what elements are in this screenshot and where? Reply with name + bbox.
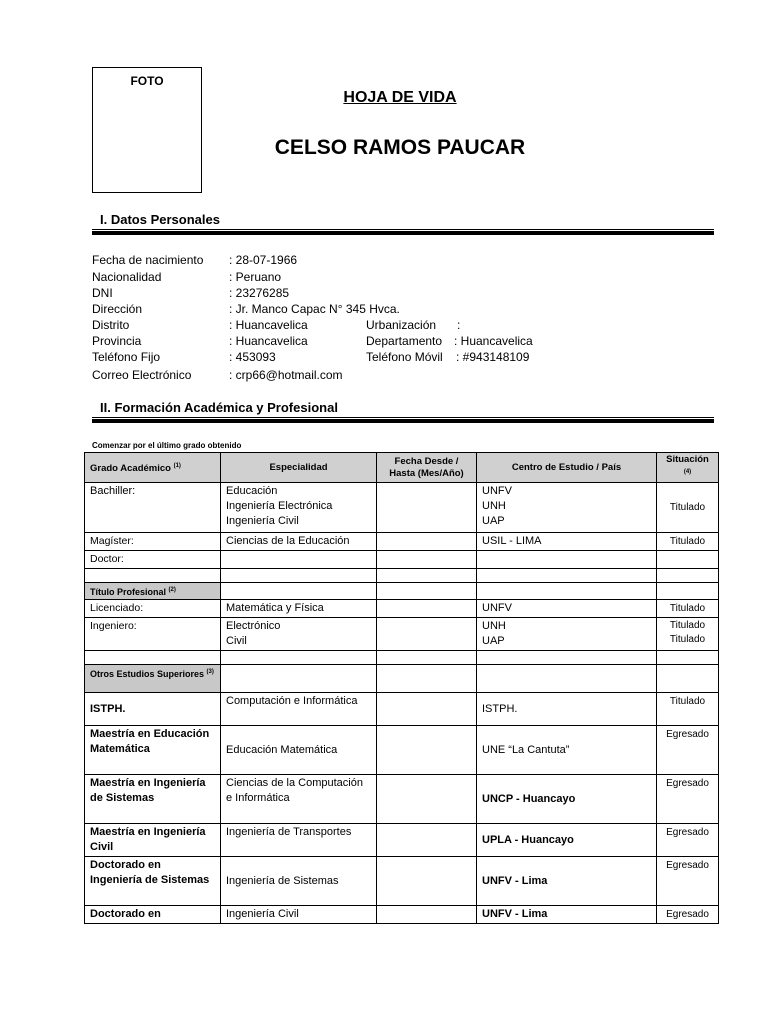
address-row	[0, 302, 768, 318]
value2: :	[457, 318, 461, 332]
table-header-row	[85, 453, 719, 483]
grade-cell: Licenciado:	[85, 600, 221, 618]
value: : Huancavelica	[229, 334, 308, 348]
section-divider	[92, 229, 714, 235]
table-row	[85, 857, 719, 906]
section-divider	[92, 417, 714, 423]
header-status: Situación $^{(4)}$	[657, 453, 719, 483]
status-cell: Egresado	[657, 857, 719, 906]
center-cell: UNCP - Huancayo	[477, 775, 657, 824]
header-grade: Grado Académico $^{(1)}$	[85, 453, 221, 483]
status-cell: Titulado	[657, 600, 719, 618]
specialty-cell: Ciencias de la Educación	[221, 533, 377, 551]
table-row	[85, 583, 719, 600]
other-studies-section-cell: Otros Estudios Superiores $^{(3)}$	[85, 665, 221, 693]
table-row	[85, 693, 719, 726]
label: Teléfono Fijo	[92, 350, 161, 364]
table-note: Comenzar por el último grado obtenido	[92, 441, 242, 450]
dates-cell	[377, 600, 477, 618]
dates-cell	[377, 906, 477, 924]
value: : 453093	[229, 350, 276, 364]
table-row	[85, 726, 719, 775]
table-row	[85, 618, 719, 651]
header-dates: Fecha Desde / Hasta (Mes/Año)	[377, 453, 477, 483]
province-row	[0, 334, 768, 350]
status-cell: Egresado	[657, 824, 719, 857]
label: Distrito	[92, 318, 130, 332]
grade-cell: Maestría en Ingeniería Civil	[85, 824, 221, 857]
document-heading: HOJA DE VIDA	[343, 89, 457, 106]
center-cell: UNFV	[477, 600, 657, 618]
grade-cell: Magíster:	[85, 533, 221, 551]
dates-cell	[377, 693, 477, 726]
value: : 28-07-1966	[229, 253, 298, 267]
center-cell: USIL - LIMA	[477, 533, 657, 551]
dates-cell	[377, 618, 477, 651]
label: Correo Electrónico	[92, 368, 192, 382]
grade-cell: Bachiller:	[85, 483, 221, 533]
dates-cell	[377, 551, 477, 569]
table-row	[85, 775, 719, 824]
photo-label: FOTO	[130, 74, 164, 88]
dates-cell	[377, 483, 477, 533]
birth-row	[0, 253, 768, 269]
dates-cell	[377, 533, 477, 551]
value: : Peruano	[229, 270, 282, 284]
table-row	[85, 665, 719, 693]
value: : 23276285	[229, 286, 290, 300]
dni-row	[0, 286, 768, 302]
table-row	[85, 483, 719, 533]
table-row	[85, 533, 719, 551]
specialty-cell: Ingeniería de Sistemas	[221, 857, 377, 906]
dates-cell	[377, 824, 477, 857]
specialty-cell: Computación e Informática	[221, 693, 377, 726]
specialty-cell: Electrónico Civil	[221, 618, 377, 651]
specialty-cell	[221, 551, 377, 569]
specialty-cell: Ingeniería Civil	[221, 906, 377, 924]
phone-row	[0, 350, 768, 366]
grade-cell: Maestría en Ingeniería de Sistemas	[85, 775, 221, 824]
grade-cell: Ingeniero:	[85, 618, 221, 651]
center-cell: ISTPH.	[477, 693, 657, 726]
label: DNI	[92, 286, 113, 300]
value2: : Huancavelica	[454, 334, 533, 348]
status-cell: Egresado	[657, 726, 719, 775]
center-cell: UNE “La Cantuta”	[477, 726, 657, 775]
center-cell	[477, 551, 657, 569]
grade-cell: Doctorado en Ingeniería de Sistemas	[85, 857, 221, 906]
label2: Departamento	[366, 334, 443, 348]
title-section-cell: Título Profesional $^{(2)}$	[85, 583, 221, 600]
value: : Huancavelica	[229, 318, 308, 332]
dates-cell	[377, 775, 477, 824]
nationality-row	[0, 270, 768, 286]
grade-cell: Doctor:	[85, 551, 221, 569]
value: : Jr. Manco Capac N° 345 Hvca.	[229, 302, 400, 316]
label: Provincia	[92, 334, 142, 348]
grade-cell: Doctorado en	[85, 906, 221, 924]
specialty-cell: Educación Ingeniería Electrónica Ingeniería Civil	[221, 483, 377, 533]
label: Fecha de nacimiento	[92, 253, 204, 267]
label: Dirección	[92, 302, 143, 316]
status-cell: Titulado Titulado	[657, 618, 719, 651]
specialty-cell: Ciencias de la Computación e Informática	[221, 775, 377, 824]
section-personal-title: I. Datos Personales	[100, 212, 220, 227]
photo-box	[92, 67, 202, 193]
label2: Teléfono Móvil	[366, 350, 443, 364]
district-row	[0, 318, 768, 334]
email-row	[0, 368, 768, 384]
specialty-cell: Ingeniería de Transportes	[221, 824, 377, 857]
header-center: Centro de Estudio / País	[477, 453, 657, 483]
center-cell: UNFV - Lima	[477, 906, 657, 924]
center-cell: UNFV UNH UAP	[477, 483, 657, 533]
center-cell: UNFV - Lima	[477, 857, 657, 906]
dates-cell	[377, 857, 477, 906]
table-row	[85, 906, 719, 924]
value: : crp66@hotmail.com	[229, 368, 343, 382]
status-cell: Egresado	[657, 775, 719, 824]
person-name: CELSO RAMOS PAUCAR	[274, 136, 526, 159]
table-row	[85, 600, 719, 618]
section-education-title: II. Formación Académica y Profesional	[100, 400, 338, 415]
label: Nacionalidad	[92, 270, 162, 284]
table-row	[85, 651, 719, 665]
table-row	[85, 824, 719, 857]
status-cell: Titulado	[657, 533, 719, 551]
status-cell: Titulado	[657, 483, 719, 533]
table-row	[85, 551, 719, 569]
grade-cell: Maestría en Educación Matemática	[85, 726, 221, 775]
status-cell: Titulado	[657, 693, 719, 726]
status-cell	[657, 551, 719, 569]
specialty-cell: Educación Matemática	[221, 726, 377, 775]
table-row	[85, 569, 719, 583]
dates-cell	[377, 726, 477, 775]
header-specialty: Especialidad	[221, 453, 377, 483]
grade-cell: ISTPH.	[85, 693, 221, 726]
center-cell: UPLA - Huancayo	[477, 824, 657, 857]
status-cell: Egresado	[657, 906, 719, 924]
education-table	[84, 452, 719, 924]
value2: : #943148109	[456, 350, 530, 364]
specialty-cell: Matemática y Física	[221, 600, 377, 618]
center-cell: UNH UAP	[477, 618, 657, 651]
label2: Urbanización	[366, 318, 437, 332]
